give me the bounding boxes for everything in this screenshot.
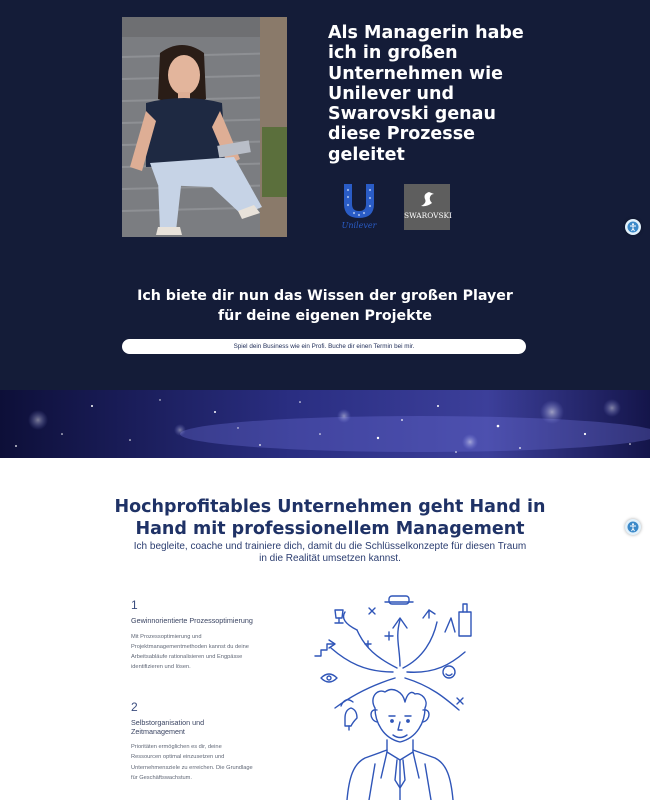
accessibility-icon xyxy=(627,521,639,533)
swarovski-wordmark: SWAROVSKI xyxy=(404,211,452,220)
section-title: Hochprofitables Unternehmen geht Hand in Hand mit professionellem Management xyxy=(114,497,546,539)
hero-title: Als Managerin habe ich in großen Unternehmen wie Unilever und Swarovski genau diese Prozesse geleitet xyxy=(328,23,524,165)
swan-icon xyxy=(417,191,437,209)
hero-section xyxy=(0,0,650,390)
feature-text: Mit Prozessoptimierung und Projektmanagementmethoden kannst du deine Arbeitsabläufe rationalisieren und Engpässe identifizieren und lösen. xyxy=(131,633,249,671)
feature-text: Prioritäten ermöglichen es dir, deine Ressourcen optimal einzusetzen und Unternehmensziele zu erreichen. Die Grundlage für Geschäftswachstum. xyxy=(131,744,253,781)
manager-photo xyxy=(122,17,287,237)
feature-title: Gewinnorientierte Prozessoptimierung xyxy=(131,616,253,625)
businessman-ideas-illustration xyxy=(305,588,495,800)
feature-item xyxy=(131,598,253,672)
unilever-wordmark: Unilever xyxy=(341,221,377,230)
feature-number: 2 xyxy=(131,700,138,714)
feature-item xyxy=(131,700,253,783)
accessibility-icon xyxy=(627,221,639,233)
accessibility-widget-button[interactable] xyxy=(625,219,641,235)
accessibility-widget-button[interactable] xyxy=(625,519,641,535)
feature-title: Selbstorganisation und Zeitmanagement xyxy=(131,718,205,736)
feature-number: 1 xyxy=(131,598,138,612)
swarovski-logo xyxy=(404,184,450,230)
section-subtitle: Ich begleite, coache und trainiere dich, damit du die Schlüsselkonzepte für diesen Traum in die Realität umsetzen kannst. xyxy=(133,541,527,564)
sparkle-banner xyxy=(0,390,650,458)
unilever-logo xyxy=(337,182,381,232)
hero-subtitle: Ich biete dir nun das Wissen der großen Player für deine eigenen Projekte xyxy=(137,288,513,324)
book-appointment-button[interactable]: Spiel dein Business wie ein Profi. Buche dir einen Termin bei mir. xyxy=(122,339,526,354)
